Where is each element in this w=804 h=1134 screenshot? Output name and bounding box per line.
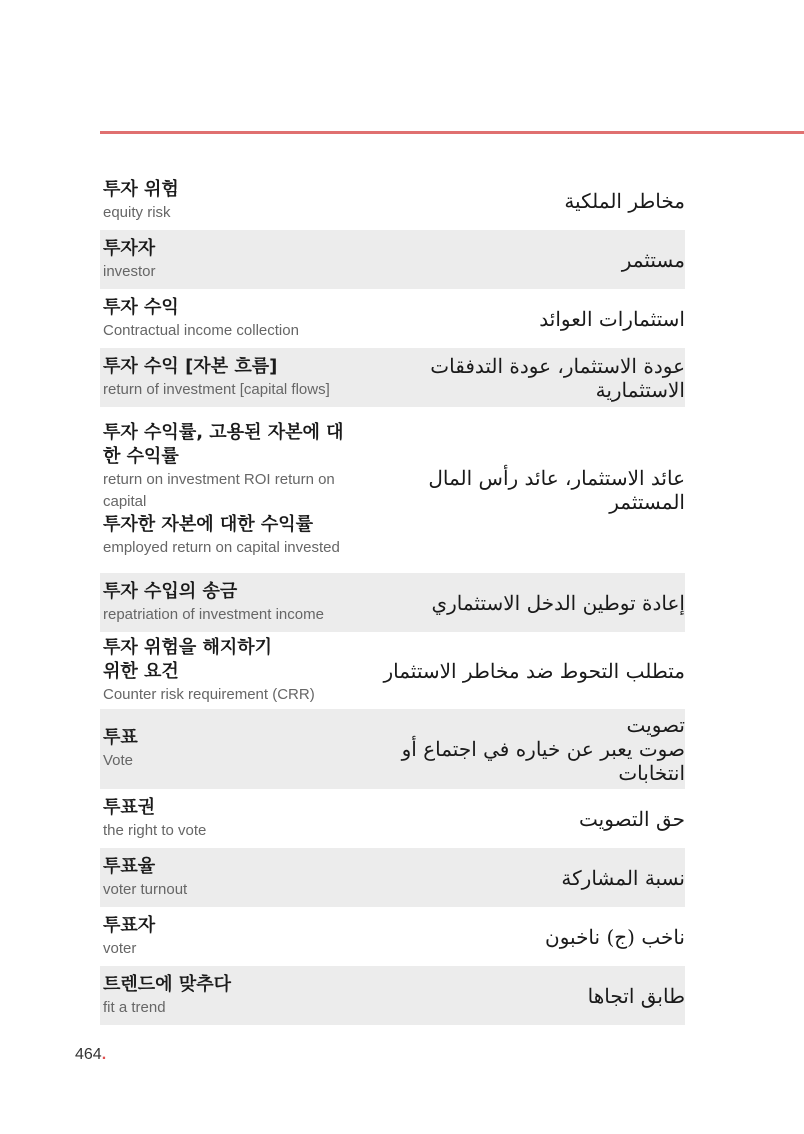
- arabic-term: استثمارات العوائد: [539, 306, 685, 331]
- english-term: employed return on capital invested: [103, 539, 340, 556]
- page-number-value: 464: [75, 1046, 102, 1063]
- top-rule: [100, 131, 804, 134]
- english-term: return on investment ROI return on capital: [103, 471, 335, 510]
- glossary-row: [100, 632, 685, 709]
- glossary-row: [100, 348, 685, 407]
- korean-term: 투표권: [103, 796, 156, 818]
- arabic-term: عودة الاستثمار، عودة التدفقات الاستثمارية: [430, 353, 685, 402]
- glossary-row: [100, 709, 685, 789]
- english-term: repatriation of investment income: [103, 605, 324, 623]
- glossary-row: [100, 172, 685, 230]
- korean-term: 투자 위험을 해지하기 위한 요건: [103, 636, 273, 682]
- arabic-term: عائد الاستثمار، عائد رأس المال المستثمر: [428, 466, 685, 514]
- arabic-term: مخاطر الملكية: [564, 189, 685, 213]
- korean-term: 투표율: [103, 855, 156, 877]
- arabic-term: مستثمر: [621, 247, 685, 272]
- korean-term: 투표자: [103, 914, 156, 936]
- page-number: [75, 1046, 106, 1064]
- korean-term: 투자 수익률, 고용된 자본에 대한 수익률: [103, 422, 344, 467]
- arabic-term: تصويت صوت يعبر عن خياره في اجتماع أو انتخابات: [401, 713, 685, 785]
- korean-term: 트렌드에 맞추다: [103, 973, 231, 995]
- english-term: Counter risk requirement (CRR): [103, 685, 315, 703]
- glossary-row: [100, 848, 685, 907]
- glossary-row: [100, 966, 685, 1025]
- glossary-table: [100, 172, 685, 1025]
- glossary-row: [100, 230, 685, 289]
- korean-term: 투자 위험: [103, 179, 179, 200]
- english-term: return of investment [capital flows]: [103, 380, 330, 398]
- arabic-term: حق التصويت: [579, 806, 685, 831]
- page-dot: .: [101, 1046, 107, 1063]
- english-term: investor: [103, 262, 156, 280]
- arabic-term: نسبة المشاركة: [561, 865, 685, 890]
- english-term: voter turnout: [103, 880, 188, 898]
- glossary-row: [100, 289, 685, 348]
- korean-term: 투자 수입의 송금: [103, 580, 238, 602]
- korean-term: 투자 수익: [103, 296, 179, 318]
- english-term: equity risk: [103, 204, 171, 221]
- arabic-term: إعادة توطين الدخل الاستثماري: [431, 590, 685, 615]
- english-term: fit a trend: [103, 998, 166, 1016]
- glossary-row: [100, 789, 685, 848]
- arabic-term: متطلب التحوط ضد مخاطر الاستثمار: [383, 658, 685, 683]
- arabic-term: طابق اتجاها: [587, 983, 685, 1008]
- glossary-row: [100, 573, 685, 632]
- english-term: Vote: [103, 752, 134, 769]
- korean-term: 투자 수익 [자본 흐름]: [103, 355, 278, 377]
- english-term: Contractual income collection: [103, 321, 299, 339]
- korean-term: 투표: [103, 727, 138, 748]
- korean-term: 투자한 자본에 대한 수익률: [103, 514, 314, 535]
- glossary-row: [100, 907, 685, 966]
- english-term: voter: [103, 939, 137, 957]
- glossary-row: [100, 407, 685, 573]
- arabic-term: ناخب (ج) ناخبون: [545, 924, 685, 949]
- english-term: the right to vote: [103, 821, 207, 839]
- korean-term: 투자자: [103, 237, 156, 259]
